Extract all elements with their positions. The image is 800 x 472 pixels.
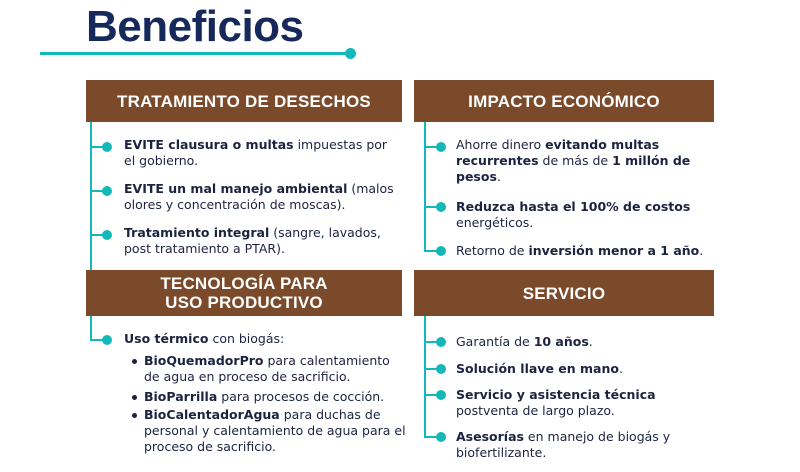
benefit-text: EVITE un mal manejo ambiental (malos olores y concentración de moscas).: [124, 181, 394, 212]
card-header-label-line1: TECNOLOGÍA PARA: [160, 274, 328, 293]
sub-benefit-text: BioQuemadorPro para calentamiento de agua en proceso de sacrificio.: [144, 353, 390, 384]
benefit-text: EVITE clausura o multas impuestas por el gobierno.: [124, 137, 388, 168]
sub-benefit-text: BioParrilla para procesos de cocción.: [144, 389, 385, 404]
sub-bullet: [132, 359, 137, 364]
sub-bullet: [132, 413, 137, 418]
connector-line: [90, 122, 92, 274]
card-header: [414, 270, 714, 316]
title-underline-dot: [345, 48, 356, 59]
bullet-dot: [436, 390, 446, 400]
card-header: [86, 80, 402, 122]
bullet-dot: [436, 202, 446, 212]
bullet-dot: [436, 337, 446, 347]
benefit-text: Uso térmico con biogás:: [124, 331, 285, 346]
benefit-text: Reduzca hasta el 100% de costos energéticos.: [456, 199, 691, 230]
bullet-dot: [102, 142, 112, 152]
bullet-dot: [102, 335, 112, 345]
benefit-text: Ahorre dinero evitando multas recurrentes de más de 1 millón de pesos.: [456, 137, 691, 184]
sub-benefit-text: BioCalentadorAgua para duchas de personal y calentamiento de agua para el proceso de sacrificio.: [144, 407, 406, 454]
card-tecnologia: [86, 270, 406, 470]
card-header: [86, 270, 402, 316]
connector-line: [424, 122, 426, 252]
sub-bullet: [132, 395, 137, 400]
card-header-label: SERVICIO: [522, 283, 606, 303]
title-underline: [40, 52, 350, 55]
bullet-dot: [102, 186, 112, 196]
bullet-dot: [436, 432, 446, 442]
benefit-text: Asesorías en manejo de biogás y biofertilizante.: [456, 429, 671, 460]
card-servicio: [414, 270, 714, 470]
benefit-text: Garantía de 10 años.: [456, 334, 593, 349]
connector-line: [424, 316, 426, 437]
card-tratamiento: [86, 80, 402, 260]
bullet-dot: [102, 230, 112, 240]
benefit-text: Solución llave en mano.: [456, 361, 623, 376]
bullet-dot: [436, 246, 446, 256]
benefit-text: Servicio y asistencia técnica postventa de largo plazo.: [456, 387, 656, 418]
bullet-dot: [436, 364, 446, 374]
card-header-label: IMPACTO ECONÓMICO: [468, 91, 660, 111]
benefit-text: Retorno de inversión menor a 1 año.: [456, 243, 704, 258]
card-header-label-line2: USO PRODUCTIVO: [165, 293, 323, 312]
bullet-dot: [436, 142, 446, 152]
benefit-text: Tratamiento integral (sangre, lavados, post tratamiento a PTAR).: [124, 225, 381, 256]
connector-line: [90, 316, 92, 340]
card-header-label: TRATAMIENTO DE DESECHOS: [117, 91, 371, 111]
card-impacto: [414, 80, 714, 260]
card-header: [414, 80, 714, 122]
page-title: Beneficios: [86, 2, 304, 51]
